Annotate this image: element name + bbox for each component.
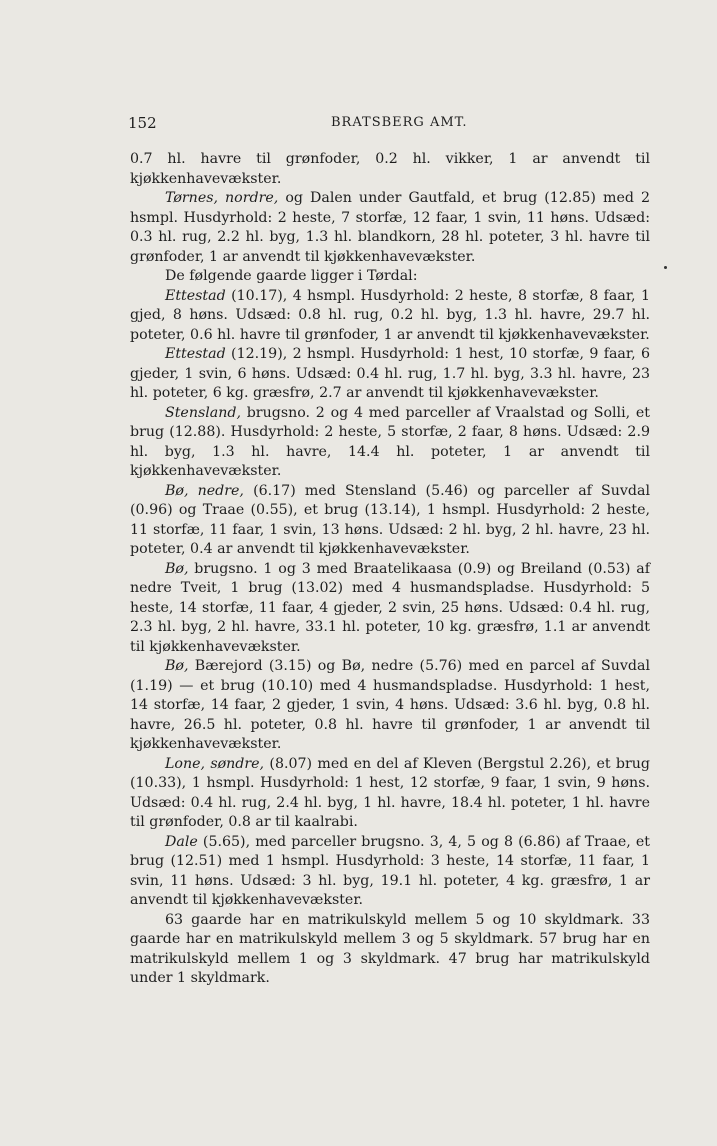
paragraph-ettestad-2 xyxy=(130,345,650,404)
text-run: 63 gaarde har en matrikulskyld mellem 5 og 10 skyldmark. 33 gaarde har en matrikulskyld mellem 3 og 5 skyldmark. 57 brug har en matrikulskyld mellem 1 og 3 skyldmark. 47 brug har matrikulskyld under 1 skyldmark. xyxy=(130,911,650,986)
paragraph-ettestad-1 xyxy=(130,287,650,346)
farm-name: Stensland, xyxy=(165,404,241,421)
farm-name: Ettestad xyxy=(165,287,226,304)
text-run: brugsno. 2 og 4 med parceller af Vraalstad og Solli, et brug (12.88). Husdyrhold: 2 heste, 5 storfæ, 2 faar, 8 høns. Udsæd: 2.9 hl. byg, 1.3 hl. havre, 14.4 hl. poteter, 1 ar anvendt til kjøkkenhavevækster. xyxy=(130,404,650,479)
paragraph-dale xyxy=(130,833,650,911)
page-number: 152 xyxy=(128,114,157,132)
text-run: De følgende gaarde ligger i Tørdal: xyxy=(165,268,418,284)
farm-name: Ettestad xyxy=(165,346,226,362)
text-run: (8.07) med en del af Kleven (Bergstul 2.26), et brug (10.33), 1 hsmpl. Husdyrhold: 1 hest, 12 storfæ, 9 faar, 1 svin, 9 høns. Udsæd: 0.4 hl. rug, 2.4 hl. byg, 1 hl. havre, 18.4 hl. poteter, 1 hl. havre til grønfoder, 0.8 ar til kaalrabi. xyxy=(130,755,650,830)
paragraph-bo-brugsno xyxy=(130,560,650,658)
running-title: BRATSBERG AMT. xyxy=(331,115,468,130)
text-run: 0.7 hl. havre til grønfoder, 0.2 hl. vikker, 1 ar anvendt til kjøkkenhavevækster. xyxy=(130,151,650,187)
paragraph-tornes xyxy=(130,189,650,267)
page-header xyxy=(128,114,651,136)
paragraph-continuation xyxy=(130,150,650,189)
text-run: og Dalen under Gautfald, et brug (12.85) med 2 hsmpl. Husdyrhold: 2 heste, 7 storfæ, 12 faar, 1 svin, 11 høns. Udsæd: 0.3 hl. rug, 2.2 hl. byg, 1.3 hl. blandkorn, 28 hl. poteter, 3 hl. havre til grønfoder, 1 ar anvendt til kjøkkenhavevækster. xyxy=(130,190,650,265)
farm-name: Bø, nedre, xyxy=(165,482,244,499)
farm-name: Tørnes, nordre, xyxy=(165,190,279,206)
body-text xyxy=(130,150,650,989)
text-run: (10.17), 4 hsmpl. Husdyrhold: 2 heste, 8 storfæ, 8 faar, 1 gjed, 8 høns. Udsæd: 0.8 hl. rug, 0.2 hl. byg, 1.3 hl. havre, 29.7 hl. poteter, 0.6 hl. havre til grønfoder, 1 ar anvendt til kjøkkenhavevækster. xyxy=(130,287,650,343)
paragraph-summary xyxy=(130,911,650,989)
paragraph-lone-sondre xyxy=(130,755,650,833)
farm-name: Bø, xyxy=(165,560,189,577)
text-run: Bærejord (3.15) og Bø, nedre (5.76) med en parcel af Suvdal (1.19) — et brug (10.10) med 4 husmandspladse. Husdyrhold: 1 hest, 14 storfæ, 14 faar, 2 gjeder, 1 svin, 4 høns. Udsæd: 3.6 hl. byg, 0.8 hl. havre, 26.5 hl. poteter, 0.8 hl. havre til grønfoder, 1 ar anvendt til kjøkkenhavevækster. xyxy=(130,658,650,752)
farm-name: Lone, søndre, xyxy=(165,755,265,772)
paragraph-bo-nedre xyxy=(130,482,650,560)
ink-speck xyxy=(664,266,667,269)
text-run: (5.65), med parceller brugsno. 3, 4, 5 og 8 (6.86) af Traae, et brug (12.51) med 1 hsmpl. Husdyrhold: 3 heste, 14 storfæ, 11 faar, 1 svin, 11 høns. Udsæd: 3 hl. byg, 19.1 hl. poteter, 4 kg. græsfrø, 1 ar anvendt til kjøkkenhavevækster. xyxy=(130,833,650,908)
paragraph-stensland xyxy=(130,404,650,482)
paragraph-bo-baerejord xyxy=(130,657,650,755)
paragraph-tordal xyxy=(130,267,650,287)
text-run: brugsno. 1 og 3 med Braatelikaasa (0.9) og Breiland (0.53) af nedre Tveit, 1 brug (13.02) med 4 husmandspladse. Husdyrhold: 5 heste, 14 storfæ, 11 faar, 4 gjeder, 2 svin, 25 høns. Udsæd: 0.4 hl. rug, 2.3 hl. byg, 2 hl. havre, 33.1 hl. poteter, 10 kg. græsfrø, 1.1 ar anvendt til kjøkkenhavevækster. xyxy=(130,560,650,655)
text-run: (6.17) med Stensland (5.46) og parceller af Suvdal (0.96) og Traae (0.55), et brug (13.14), 1 hsmpl. Husdyrhold: 2 heste, 11 storfæ, 11 faar, 1 svin, 13 høns. Udsæd: 2 hl. byg, 2 hl. havre, 23 hl. poteter, 0.4 ar anvendt til kjøkkenhavevækster. xyxy=(130,482,650,557)
farm-name: Bø, xyxy=(165,658,189,674)
farm-name: Dale xyxy=(165,833,198,850)
text-run: (12.19), 2 hsmpl. Husdyrhold: 1 hest, 10 storfæ, 9 faar, 6 gjeder, 1 svin, 6 høns. Udsæd: 0.4 hl. rug, 1.7 hl. byg, 3.3 hl. havre, 23 hl. poteter, 6 kg. græsfrø, 2.7 ar anvendt til kjøkkenhavevækster. xyxy=(130,346,650,401)
